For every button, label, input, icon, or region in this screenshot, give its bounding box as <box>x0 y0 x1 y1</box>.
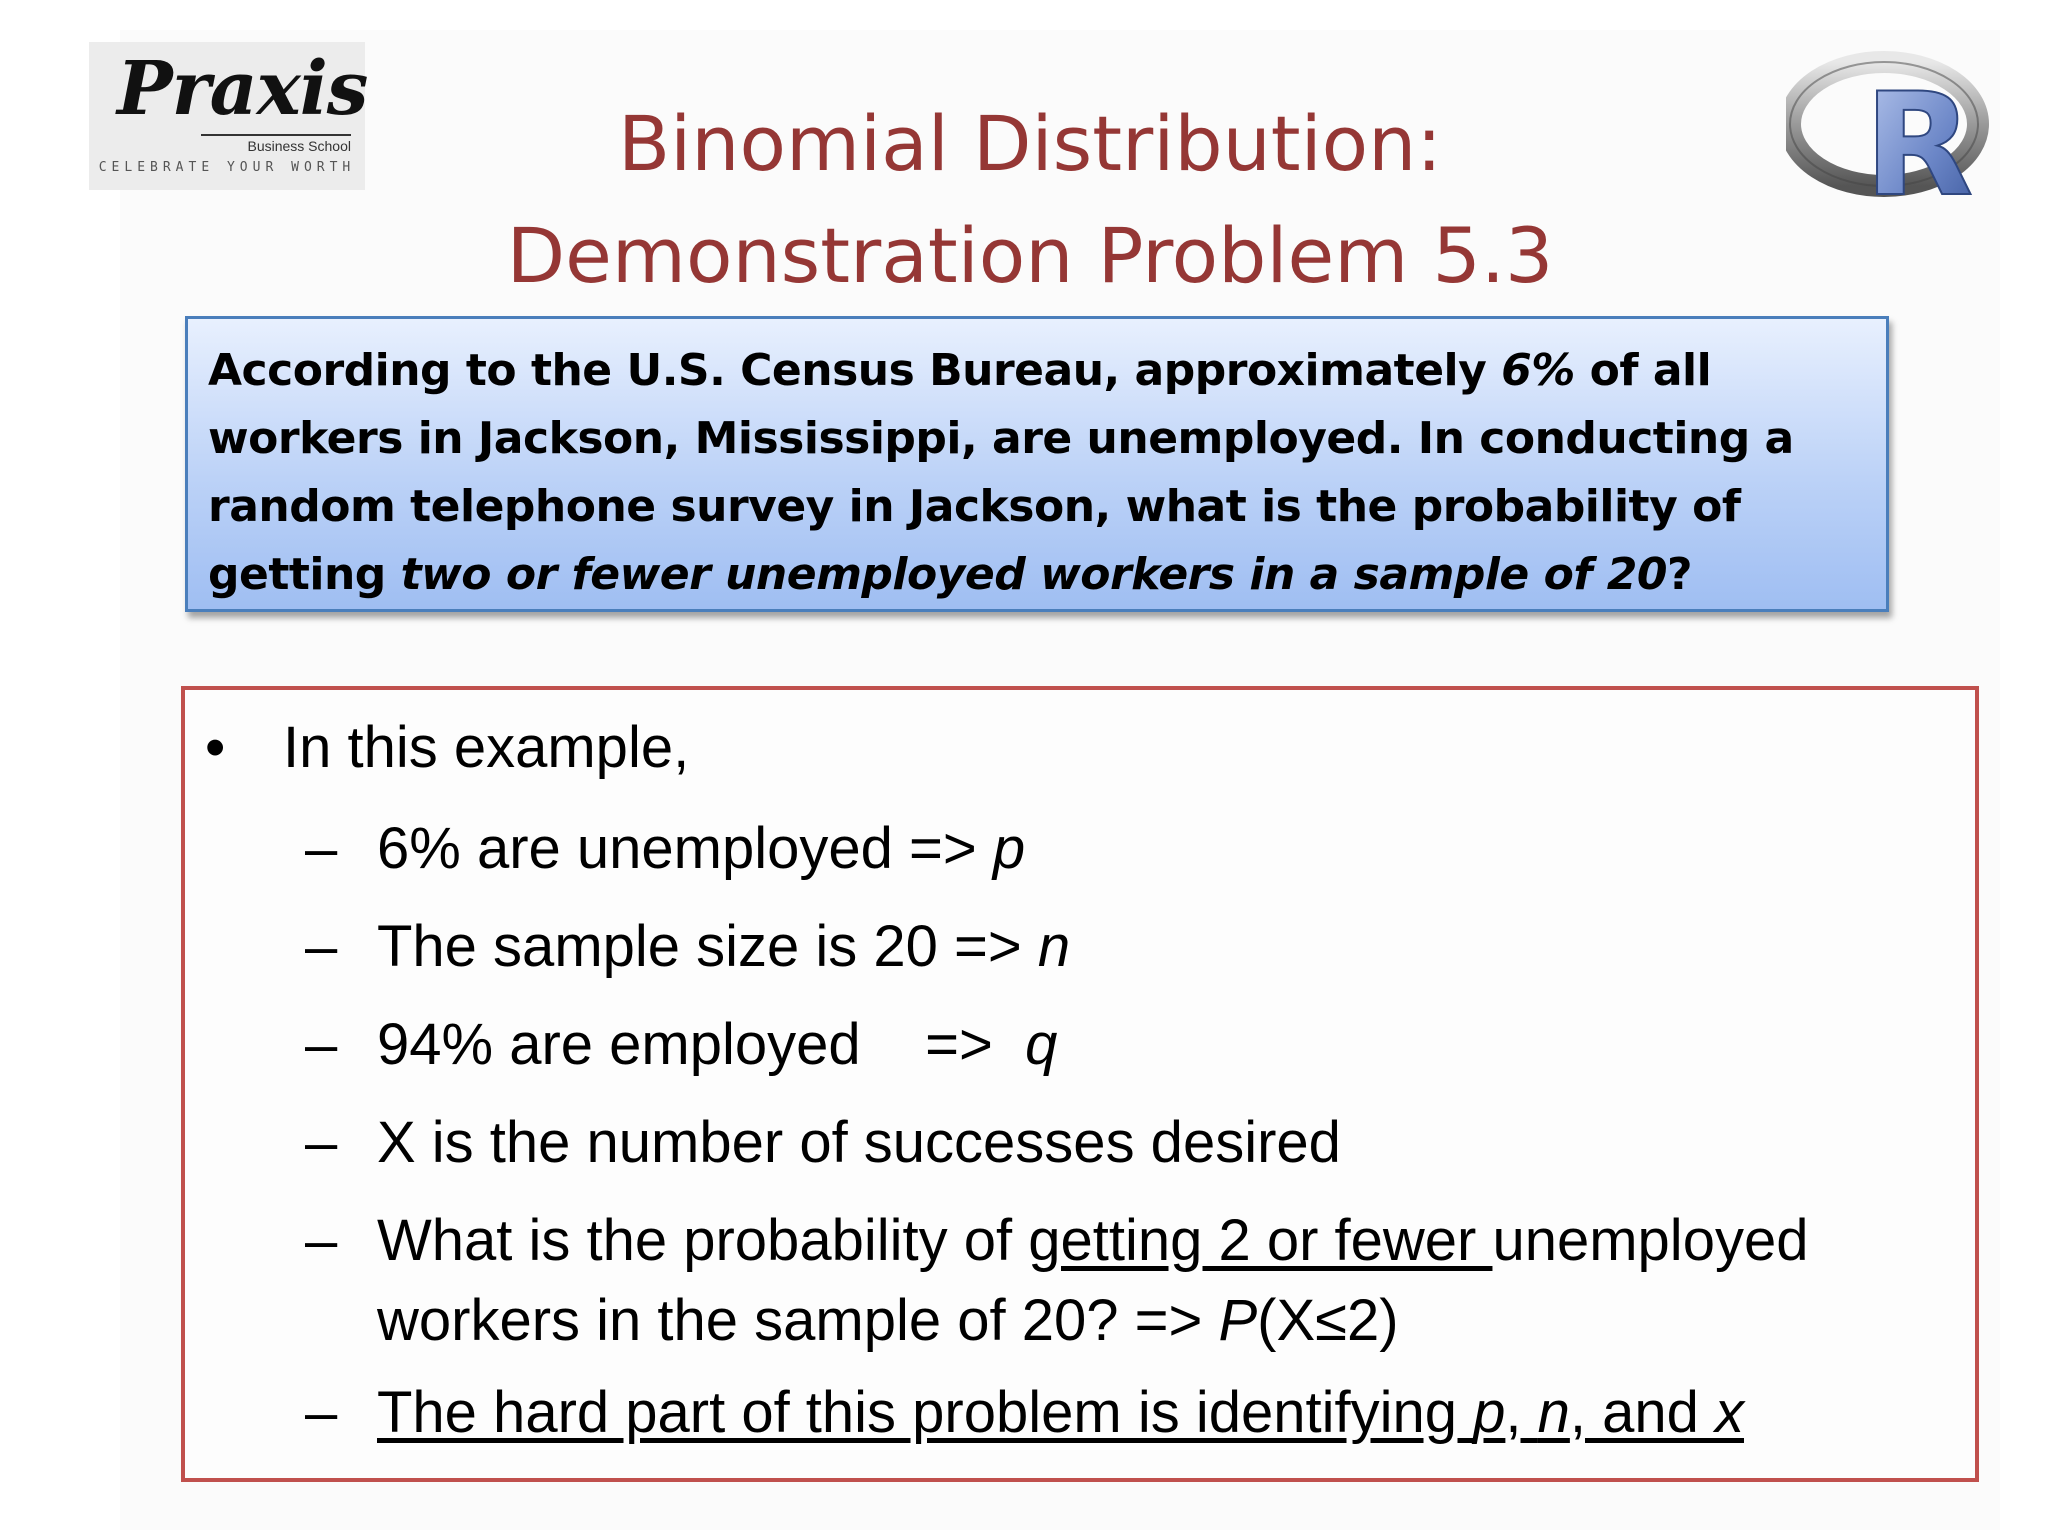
praxis-logo-word: Praxis <box>117 46 368 132</box>
dash-icon: – <box>305 816 338 881</box>
bullet-text: In this example, <box>283 715 690 780</box>
svg-text:R: R <box>1864 63 1974 202</box>
content-box: • In this example, – 6% are unemployed => p – The sample size is 20 => n – 94% are employed => q – X is the number of successes desired – What is the probability of getting 2 or fewer unemployed workers in the sample of 20? => P(X≤2) – The hard part of this problem is identifying p, n, and x <box>181 686 1979 1482</box>
slide-title <box>360 88 1700 312</box>
problem-box <box>185 316 1889 612</box>
praxis-logo <box>89 42 368 190</box>
dash-icon: – <box>305 1012 338 1077</box>
title-line-2: Demonstration Problem 5.3 <box>506 211 1554 300</box>
dash-icon: – <box>305 1380 338 1445</box>
dash-icon: – <box>305 1110 338 1175</box>
praxis-logo-tagline: CELEBRATE YOUR WORTH <box>98 160 356 175</box>
problem-text: According to the U.S. Census Bureau, approximately 6% of all workers in Jackson, Mississippi, are unemployed. In conducting a random telephone survey in Jackson, what is the probability of getting two or fewer unemployed workers in a sample of 20? <box>208 345 1794 600</box>
dash-icon: – <box>305 1208 338 1273</box>
r-logo <box>1786 42 1990 202</box>
title-line-1: Binomial Distribution: <box>618 99 1442 188</box>
dash-icon: – <box>305 914 338 979</box>
praxis-logo-subtitle: Business School <box>201 134 351 154</box>
bullet-dot-icon: • <box>205 715 226 780</box>
